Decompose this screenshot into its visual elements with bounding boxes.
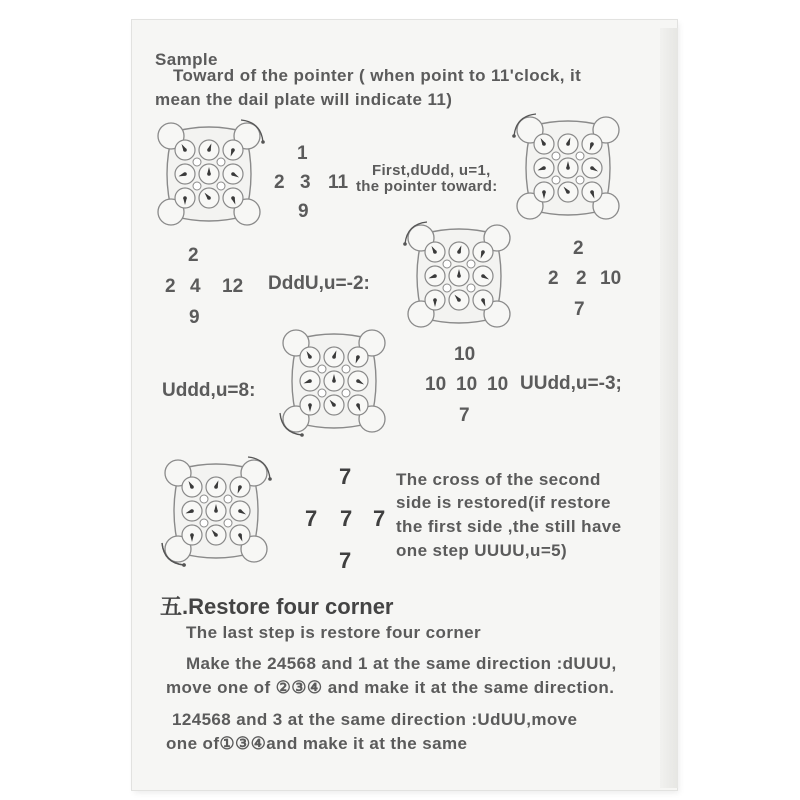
intro-line-2: mean the dail plate will indicate 11) [155,90,453,109]
clock-puzzle-3 [403,220,515,332]
step2-right-num-right: 10 [600,268,622,289]
clock-puzzle-1 [153,118,265,230]
section5-line-3: move one of ②③④ and make it at the same direction. [166,678,615,697]
step3-num-top: 10 [454,344,476,365]
step1-num-mid: 3 [300,172,311,193]
step2-left-num-top: 2 [188,245,199,266]
step2-left-num-mid: 4 [190,276,201,297]
step3-num-bottom: 7 [459,405,470,426]
section5-line-1: The last step is restore four corner [186,623,481,642]
step2-right-num-mid: 2 [576,268,587,289]
step3-move-left: Uddd,u=8: [162,380,256,401]
step2-right-num-bottom: 7 [574,299,585,320]
step4-num-left: 7 [305,506,318,531]
step2-move: DddU,u=-2: [268,273,370,294]
step4-text-3: the first side ,the still have [396,517,622,536]
step2-left-num-right: 12 [222,276,244,297]
clock-puzzle-2 [512,112,624,224]
step4-text-2: side is restored(if restore [396,493,611,512]
step4-num-top: 7 [339,464,352,489]
step1-num-right: 11 [328,172,349,193]
step1-instruction-2: the pointer toward: [356,178,498,195]
puzzle-drawing [160,455,272,567]
step1-num-left: 2 [274,172,285,193]
step4-text-4: one step UUUU,u=5) [396,541,568,560]
step1-num-top: 1 [297,143,308,164]
step4-num-mid: 7 [340,506,353,531]
step2-right-num-left: 2 [548,268,559,289]
step2-left-num-bottom: 9 [189,307,200,328]
step4-num-right: 7 [373,506,386,531]
clock-puzzle-5 [160,455,272,567]
puzzle-drawing [403,220,515,332]
step3-num-right: 10 [487,374,509,395]
clock-puzzle-4 [278,325,390,437]
puzzle-drawing [278,325,390,437]
sample-title: Sample [155,50,218,69]
step4-num-bottom: 7 [339,548,352,573]
step3-num-left: 10 [425,374,447,395]
step1-num-bottom: 9 [298,201,309,222]
step2-left-num-left: 2 [165,276,176,297]
section-heading: 五.Restore four corner [160,594,394,619]
page-edge [660,28,678,788]
step1-instruction-1: First,dUdd, u=1, [372,162,491,179]
intro-line-1: Toward of the pointer ( when point to 11'clock, it [173,66,582,85]
puzzle-drawing [153,118,265,230]
step3-move-right: UUdd,u=-3; [520,373,622,394]
section5-line-4: 124568 and 3 at the same direction :UdUU,move [172,710,578,729]
section5-line-2: Make the 24568 and 1 at the same direction :dUUU, [186,654,617,673]
puzzle-drawing [512,112,624,224]
step3-num-mid: 10 [456,374,478,395]
step2-right-num-top: 2 [573,238,584,259]
section5-line-5: one of①③④and make it at the same [166,734,468,753]
step4-text-1: The cross of the second [396,470,601,489]
